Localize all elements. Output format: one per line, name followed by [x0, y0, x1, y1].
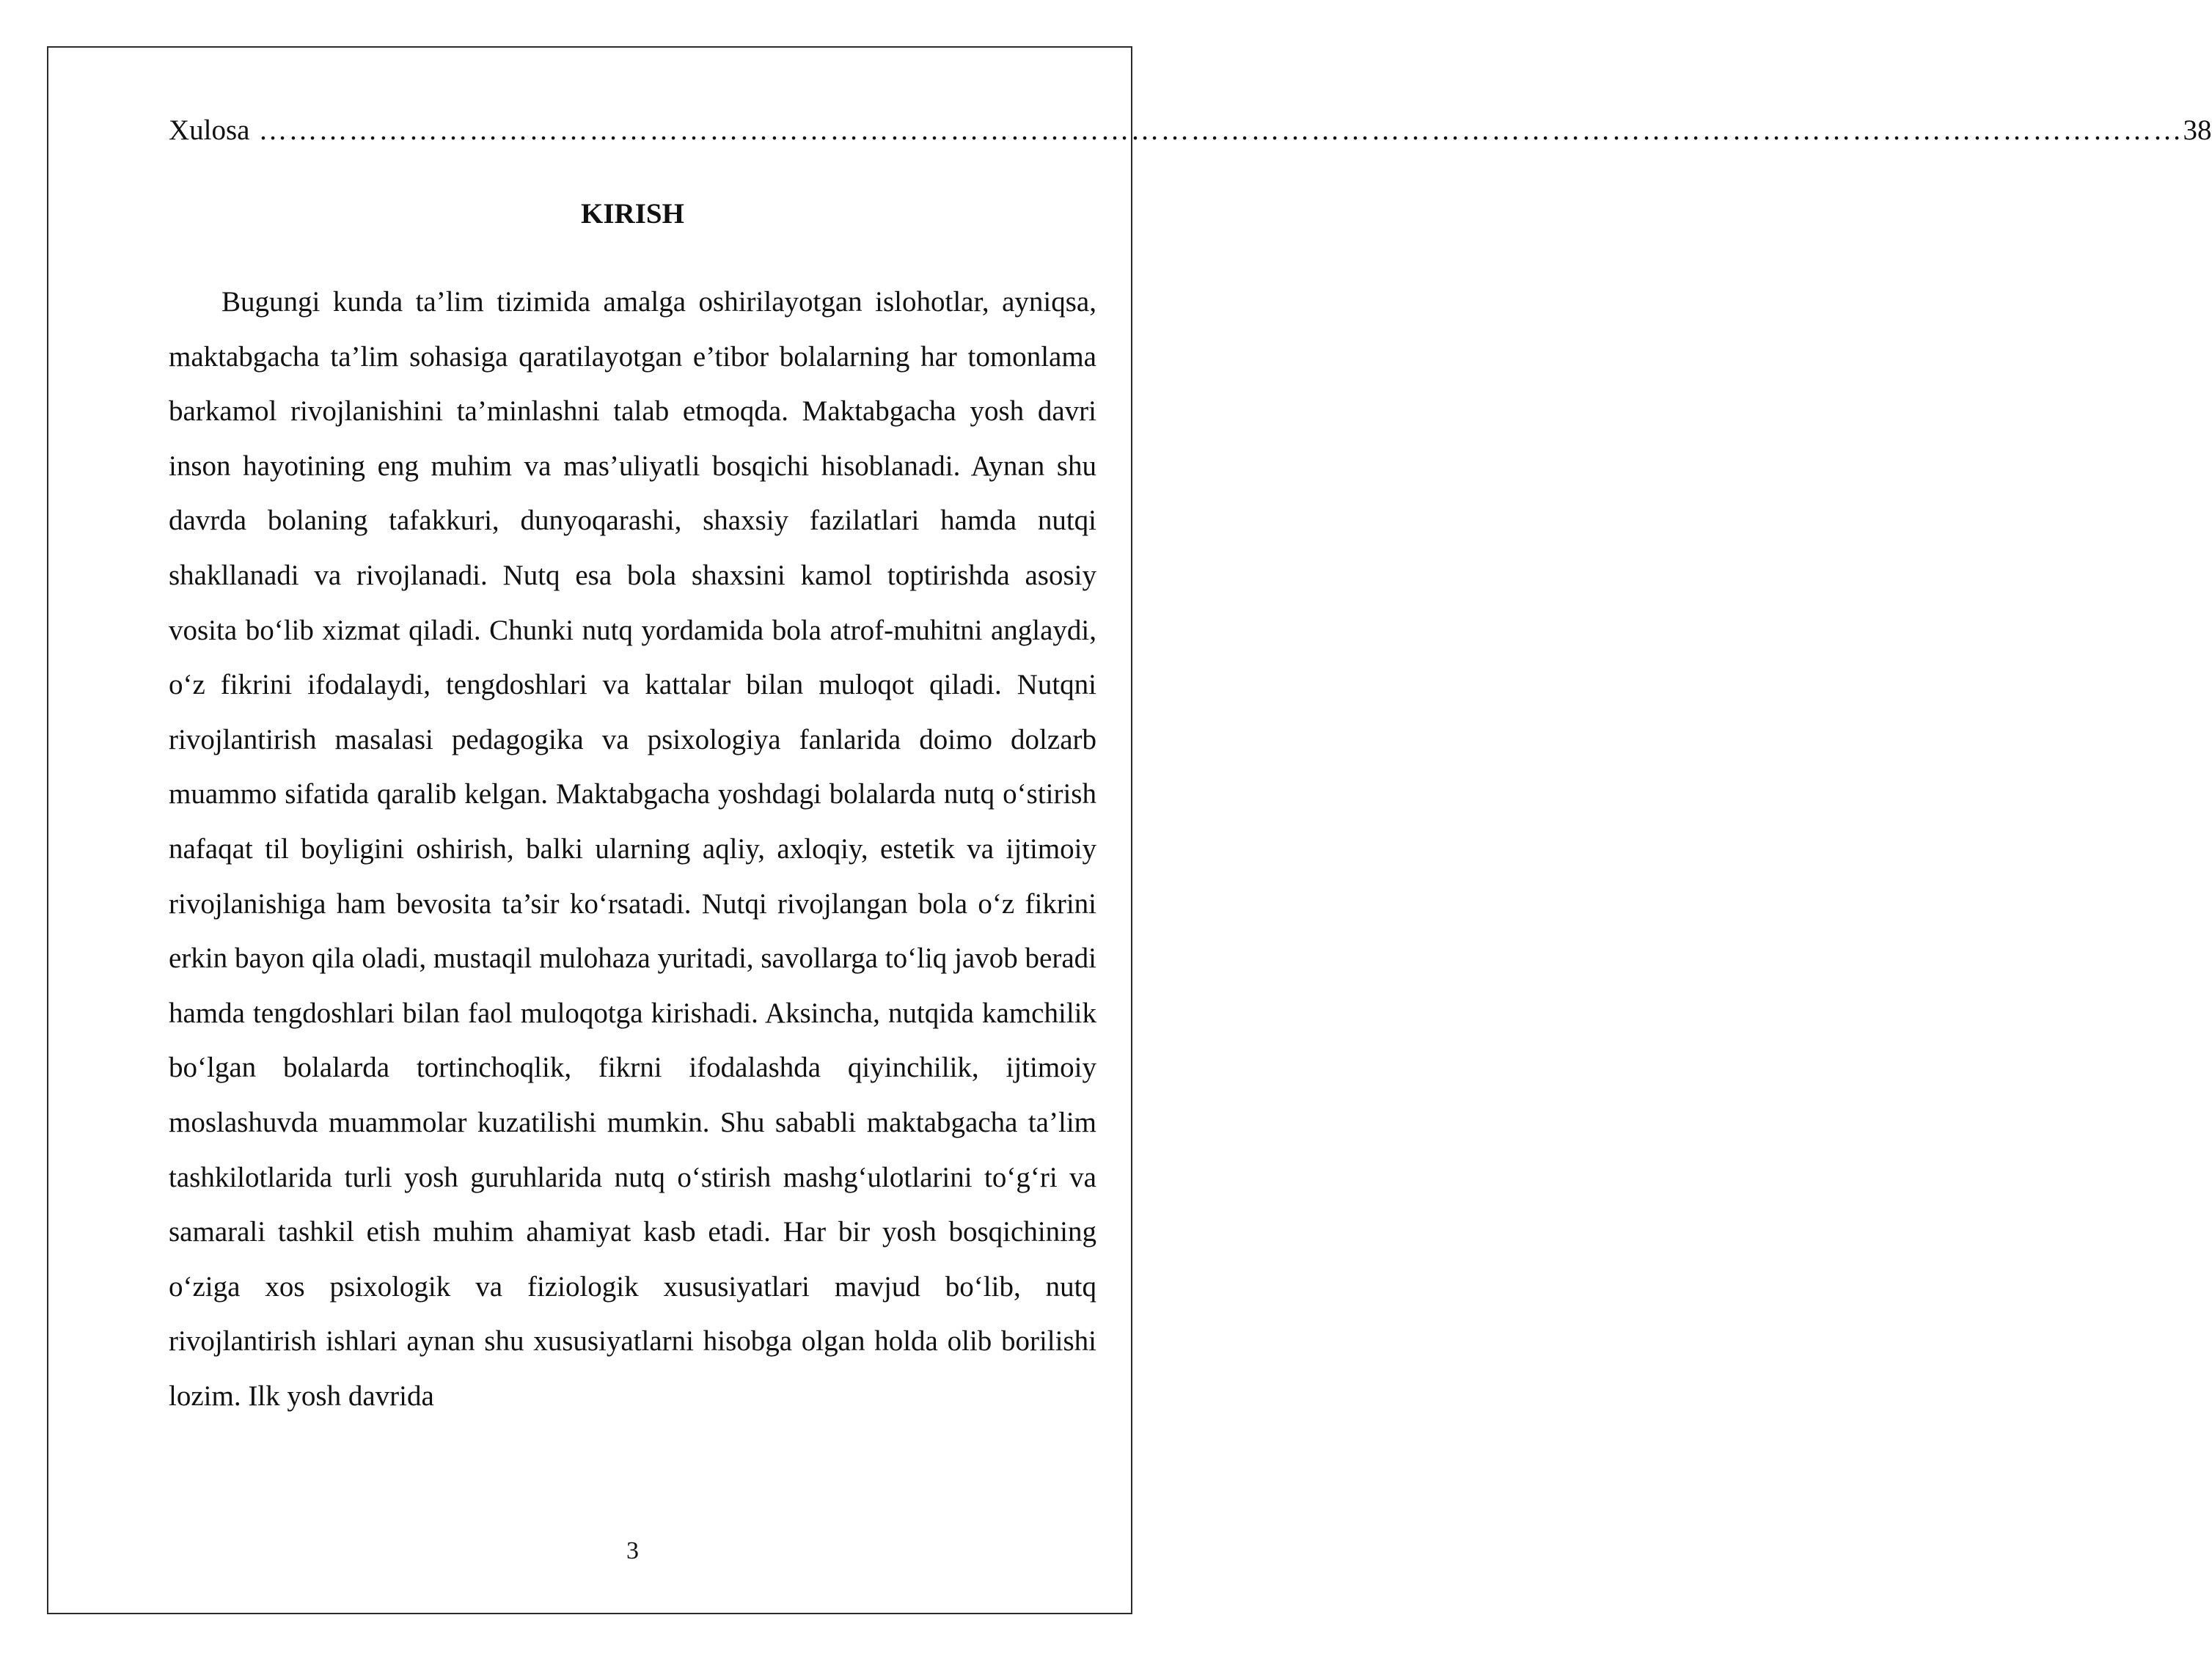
- toc-entry-label: Xulosa: [169, 114, 250, 146]
- toc-entry-page: 38: [2183, 114, 2212, 146]
- body-paragraph: Bugungi kunda ta’lim tizimida amalga oshirilayotgan islohotlar, ayniqsa, maktabgacha ta’lim sohasiga qaratilayotgan e’tibor bolalarning har tomonlama barkamol rivojlanishini ta’minlashni talab etmoqda. Maktabgacha yosh davri inson hayotining eng muhim va mas’uliyatli bosqichi hisoblanadi. Aynan shu davrda bolaning tafakkuri, dunyoqarashi, shaxsiy fazilatlari hamda nutqi shakllanadi va rivojlanadi. Nutq esa bola shaxsini kamol toptirishda asosiy vosita bo‘lib xizmat qiladi. Chunki nutq yordamida bola atrof-muhitni anglaydi, o‘z fikrini ifodalaydi, tengdoshlari va kattalar bilan muloqot qiladi. Nutqni rivojlantirish masalasi pedagogika va psixologiya fanlarida doimo dolzarb muammo sifatida qaralib kelgan. Maktabgacha yoshdagi bolalarda nutq o‘stirish nafaqat til boyligini oshirish, balki ularning aqliy, axloqiy, estetik va ijtimoiy rivojlanishiga ham bevosita ta’sir ko‘rsatadi. Nutqi rivojlangan bola o‘z fikrini erkin bayon qila oladi, mustaqil mulohaza yuritadi, savollarga to‘liq javob beradi hamda tengdoshlari bilan faol muloqotga kirishadi. Aksincha, nutqida kamchilik bo‘lgan bolalarda tortinchoqlik, fikrni ifodalashda qiyinchilik, ijtimoiy moslashuvda muammolar kuzatilishi mumkin. Shu sababli maktabgacha ta’lim tashkilotlarida turli yosh guruhlarida nutq o‘stirish mashg‘ulotlarini to‘g‘ri va samarali tashkil etish muhim ahamiyat kasb etadi. Har bir yosh bosqichining o‘ziga xos psixologik va fiziologik xususiyatlari mavjud bo‘lib, nutq rivojlantirish ishlari aynan shu xususiyatlarni hisobga olgan holda olib borilishi lozim. Ilk yosh davrida: [169, 286, 1096, 1412]
- toc-entry: [169, 109, 2212, 153]
- page-number: 3: [626, 1537, 639, 1564]
- toc-entry-leader: …………………………………………………………………………………………………………………………………………………………………………: [258, 114, 2183, 146]
- section-heading: KIRISH: [581, 198, 684, 230]
